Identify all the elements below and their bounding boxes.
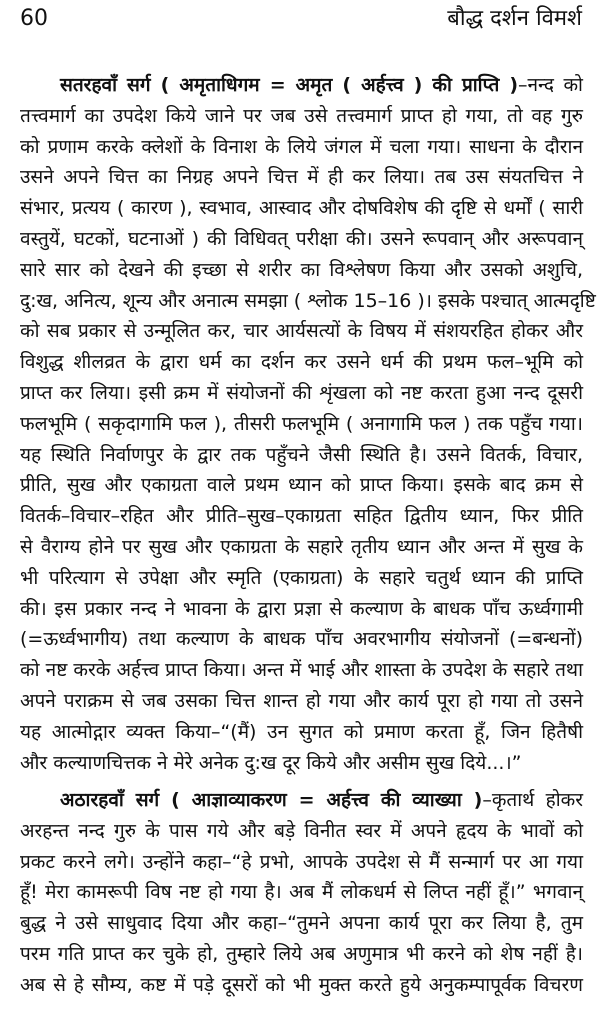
section-heading: अठारहवाँ सर्ग ( आज्ञाव्याकरण = अर्हत्त्व की व्याख्या ) (60, 789, 483, 811)
text-line: उसने अपने चित्त का निग्रह अपने चित्त में ही कर लिया। तब उस संयतचित्त ने (20, 166, 583, 189)
page-number: 60 (20, 6, 48, 31)
running-title: बौद्ध दर्शन विमर्श (447, 6, 582, 31)
text-line: दु:ख, अनित्य, शून्य और अनात्म समझा ( श्लोक 15–16 )। इसके पश्चात् आत्मदृष्टि (20, 289, 596, 312)
text-line: प्रकट करने लगे। उन्होंने कहा–“हे प्रभो, आपके उपदेश से मैं सन्मार्ग पर आ गया (20, 850, 583, 873)
text-line: यह आत्मोद्गार व्यक्त किया–“(मैं) उन सुगत को प्रमाण करता हूँ, जिन हितैषी (20, 720, 583, 743)
text-line: से वैराग्य होने पर सुख और एकाग्रता के सहारे तृतीय ध्यान और अन्त में सुख के (20, 535, 583, 558)
text-line: वितर्क–विचार–रहित और प्रीति–सुख–एकाग्रता सहित द्वितीय ध्यान, फिर प्रीति (20, 505, 583, 528)
section-heading: सतरहवाँ सर्ग ( अमृताधिगम = अमृत ( अर्हत्त्व ) की प्राप्ति ) (60, 74, 518, 96)
text-line: को प्रणाम करके क्लेशों के विनाश के लिये जंगल में चला गया। साधना के दौरान (20, 135, 583, 158)
text-line: संभार, प्रत्यय ( कारण ), स्वभाव, आस्वाद और दोषविशेष की दृष्टि से धर्मों ( सारी (20, 197, 583, 220)
text-line: अब से हे सौम्य, कष्ट में पड़े दूसरों को भी मुक्त करते हुये अनुकम्पापूर्वक विचरण (20, 973, 583, 996)
text-line: और कल्याणचित्तक ने मेरे अनेक दु:ख दूर किये और असीम सुख दिये...।” (20, 751, 522, 774)
text-line: (=ऊर्ध्वभागीय) तथा कल्याण के बाधक पाँच अवरभागीय संयोजनों (=बन्धनों) (20, 628, 583, 651)
heading-continuation: –कृतार्थ होकर (482, 789, 583, 811)
text-line: को नष्ट करके अर्हत्त्व प्राप्त किया। अन्त में भाई और शास्ता के उपदेश के सहारे तथा (20, 659, 583, 682)
text-line: परम गति प्राप्त कर चुके हो, तुम्हारे लिये अब अणुमात्र भी करने को शेष नहीं है। (20, 942, 583, 965)
text-line: विशुद्ध शीलव्रत के द्वारा धर्म का दर्शन कर उसने धर्म की प्रथम फल–भूमि को (20, 351, 583, 374)
paragraph-first-line (20, 785, 583, 816)
text-line: भी परित्याग से उपेक्षा और स्मृति (एकाग्रता) के सहारे चतुर्थ ध्यान की प्राप्ति (20, 566, 583, 589)
paragraph-canto-18 (20, 785, 583, 1001)
text-line: बुद्ध ने उसे साधुवाद दिया और कहा–“तुमने अपना कार्य पूरा कर लिया है, तुम (20, 912, 583, 935)
text-line: वस्तुयें, घटकों, घटनाओं ) की विधिवत् परीक्षा की। उसने रूपवान् और अरूपवान् (20, 227, 583, 250)
text-line: यह स्थिति निर्वाणपुर के द्वार तक पहुँचने जैसी स्थिति है। उसने वितर्क, विचार, (20, 443, 583, 466)
text-line: प्रीति, सुख और एकाग्रता वाले प्रथम ध्यान को प्राप्त किया। इसके बाद क्रम से (20, 474, 583, 497)
heading-continuation: –नन्द को (518, 74, 583, 96)
text-line: अपने पराक्रम से जब उसका चित्त शान्त हो गया और कार्य पूरा हो गया तो उसने (20, 689, 583, 712)
text-line: हूँ! मेरा कामरूपी विष नष्ट हो गया है। अब मैं लोकधर्म से लिप्त नहीं हूँ।” भगवान् (20, 881, 583, 904)
paragraph-first-line (20, 70, 583, 101)
text-line: प्राप्त कर लिया। इसी क्रम में संयोजनों की शृंखला को नष्ट करता हुआ नन्द दूसरी (20, 381, 583, 404)
paragraph-canto-17 (20, 70, 596, 778)
text-line: तत्त्वमार्ग का उपदेश किये जाने पर जब उसे तत्त्वमार्ग प्राप्त हो गया, तो वह गुरु (20, 104, 583, 127)
text-line: फलभूमि ( सकृदागामि फल ), तीसरी फलभूमि ( अनागामि फल ) तक पहुँच गया। (20, 412, 583, 435)
text-line: की। इस प्रकार नन्द ने भावना के द्वारा प्रज्ञा से कल्याण के बाधक पाँच ऊर्ध्वगामी (20, 597, 583, 620)
text-line: अरहन्त नन्द गुरु के पास गये और बड़े विनीत स्वर में अपने हृदय के भावों को (20, 819, 583, 842)
text-line: को सब प्रकार से उन्मूलित कर, चार आर्यसत्यों के विषय में संशयरहित होकर और (20, 320, 583, 343)
text-line: सारे सार को देखने की इच्छा से शरीर का विश्लेषण किया और उसको अशुचि, (20, 258, 583, 281)
